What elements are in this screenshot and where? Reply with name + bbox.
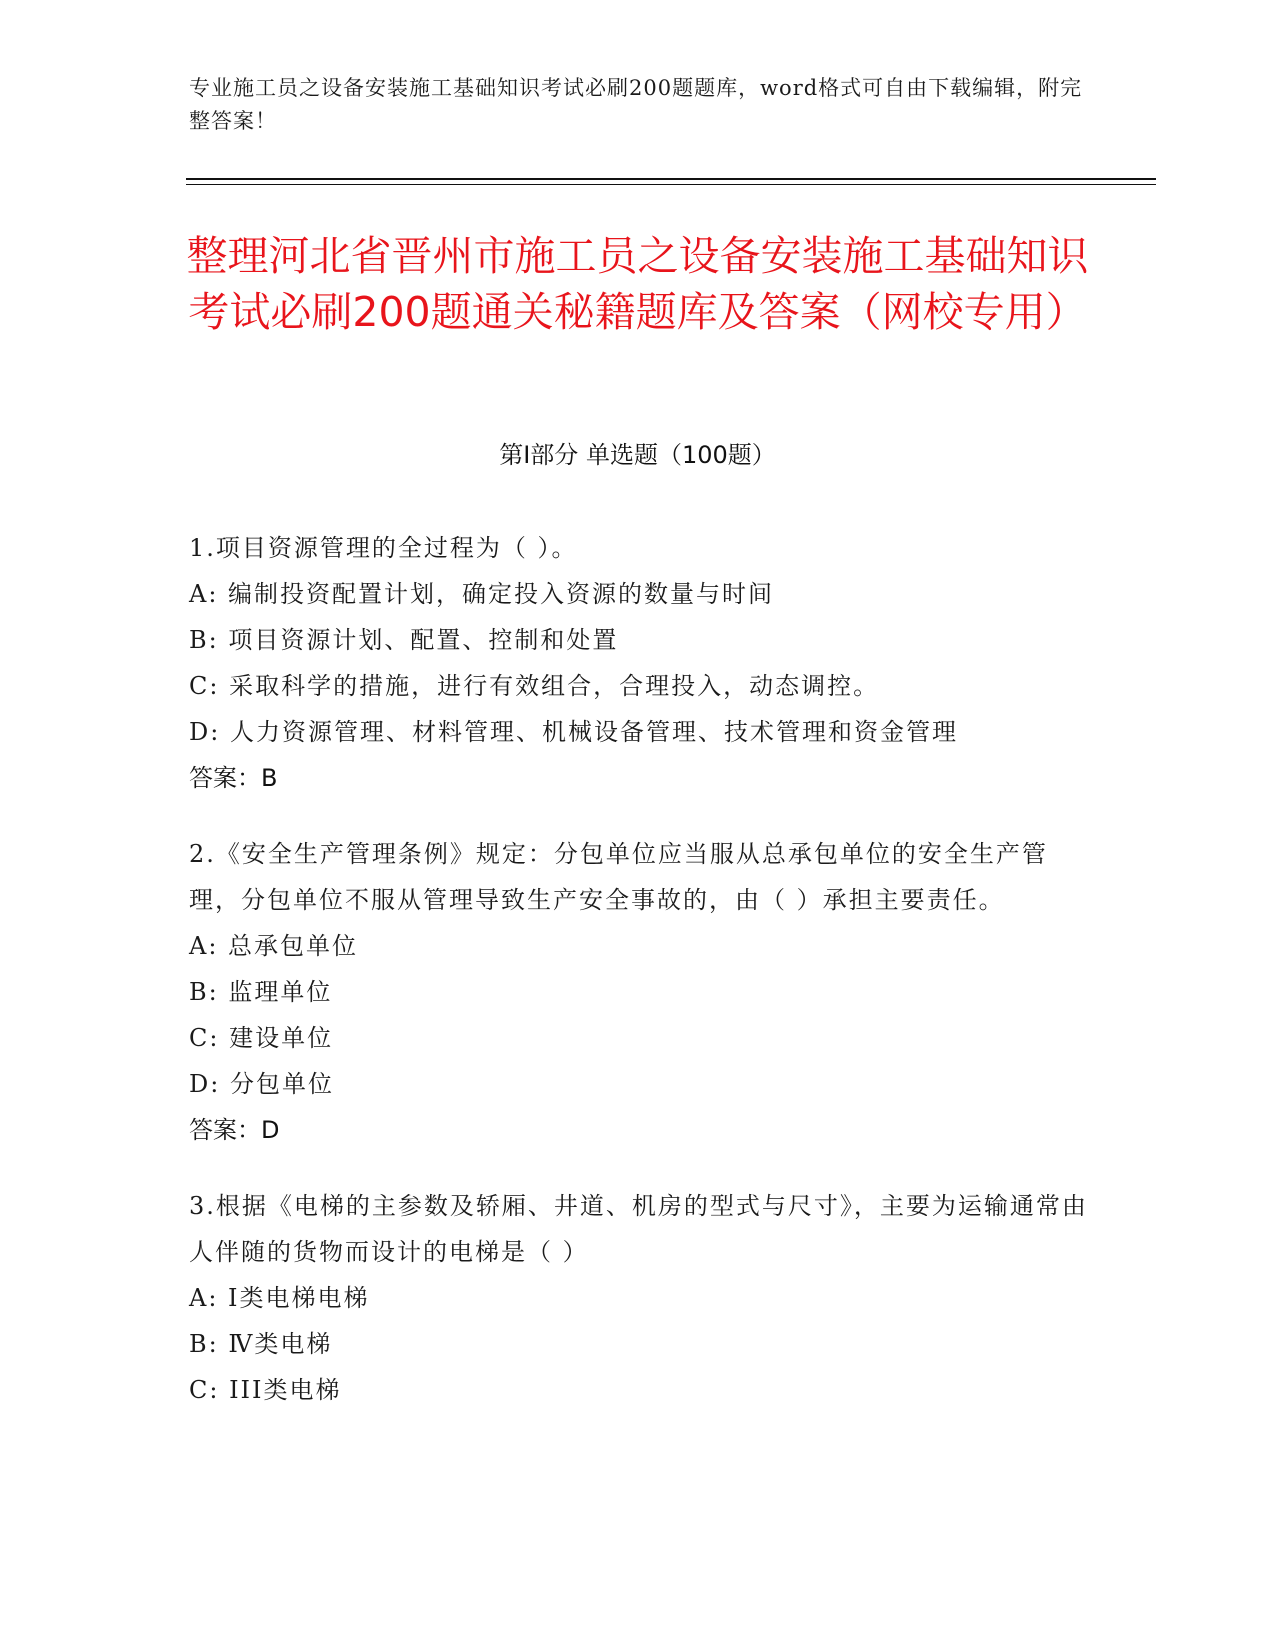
option-a: A: 编制投资配置计划，确定投入资源的数量与时间 [189,580,775,608]
answer: 答案：D [189,1116,280,1144]
option-c: C: III类电梯 [189,1376,342,1404]
option-b: B: 监理单位 [189,978,333,1006]
option-a: A: Ⅰ类电梯电梯 [189,1284,370,1312]
question-2 [189,831,1089,1153]
option-d: D: 人力资源管理、材料管理、机械设备管理、技术管理和资金管理 [189,718,958,746]
question-3 [189,1183,1089,1413]
option-a: A: 总承包单位 [189,932,359,960]
option-b: B: Ⅳ类电梯 [189,1330,333,1358]
section-heading: 第I部分 单选题（100题） [499,441,776,469]
question-stem: 2.《安全生产管理条例》规定：分包单位应当服从总承包单位的安全生产管理，分包单位不服从管理导致生产安全事故的，由（ ）承担主要责任。 [189,840,1048,914]
question-1 [189,525,1089,801]
header-note: 专业施工员之设备安装施工基础知识考试必刷200题题库，word格式可自由下载编辑，附完整答案！ [189,76,1083,133]
option-d: D: 分包单位 [189,1070,334,1098]
header-divider-thick [186,178,1156,180]
question-list [189,525,1089,1443]
question-stem: 1.项目资源管理的全过程为（ ）。 [189,534,578,562]
option-b: B: 项目资源计划、配置、控制和处置 [189,626,619,654]
answer: 答案：B [189,764,278,792]
option-c: C: 建设单位 [189,1024,334,1052]
option-c: C: 采取科学的措施，进行有效组合，合理投入，动态调控。 [189,672,880,700]
document-title: 整理河北省晋州市施工员之设备安装施工基础知识考试必刷200题通关秘籍题库及答案（网校专用） [186,232,1089,336]
question-stem: 3.根据《电梯的主参数及轿厢、井道、机房的型式与尺寸》，主要为运输通常由人伴随的货物而设计的电梯是（ ） [189,1192,1088,1266]
header-divider-thin [186,184,1156,185]
